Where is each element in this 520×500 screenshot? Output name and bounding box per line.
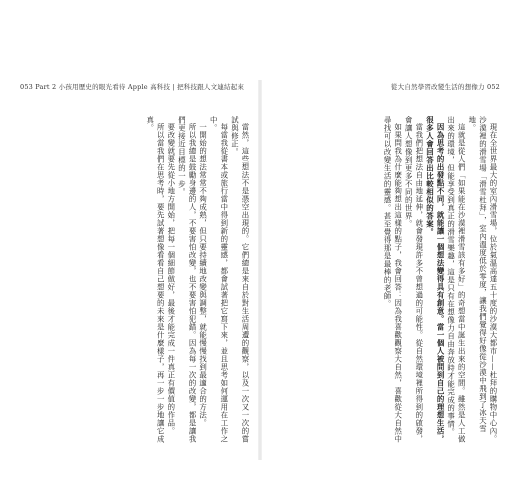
paragraph: 要改變就要先從小地方開始，把每一個細節做好，最後才能完成一件真正有價值的作品。 <box>166 123 176 436</box>
right-page-body <box>272 116 498 446</box>
paragraph: 這就是從人們「如果能在沙漠裡滑雪該有多好」的奇想當中誕生出來的空間。雖然是人工做出來的環境，但能享受到真正的滑雪樂趣，這是只有在想像力自由奔放時才能完成的事情。 <box>446 116 467 444</box>
paragraph: 因為思考的出發點不同，就能讓一個想法變得具有創意。當一個人被問到自己的理想生活，很多人會回答出比較相似的答案。 <box>425 116 446 444</box>
left-page-body <box>26 116 250 446</box>
book-gutter <box>258 80 262 460</box>
left-running-head: 053 Part 2 小孩用歷史的眼光看待 Apple 高科技 | 把科技跟人文連結起來 <box>20 83 245 91</box>
paragraph: 每當我從書本或旅行當中得到新的靈感，都會試著把它寫下來，並且思考如何運用在工作之中。 <box>209 116 229 444</box>
paragraph: 如果問我為什麼能夠想出這樣的點子，我會回答：因為我喜歡觀察大自然，喜歡從大自然中尋找可以改變生活的靈感。甚至覺得那是最棒的老師。 <box>383 116 403 444</box>
paragraph: 當然，這些想法不是憑空出現的。它們總是來自於對生活周遭的觀察，以及一次又一次的嘗試與修正。 <box>230 116 250 444</box>
right-running-head: 從大自然學習改變生活的想像力 052 <box>390 83 500 91</box>
paragraph: 當我們把想法自由地延伸，就會發現許多不曾想過的可能性。從自然環境裡所得到的啟發，會讓人想像到更多不同的世界。 <box>404 116 424 444</box>
paragraph: 所以當我們在思考時，要先試著想像看看自己想要的未來是什麼樣子，再一步一步地讓它成真。 <box>145 116 166 444</box>
paragraph: 所以我總是鼓勵身邊的人，不要害怕改變，也不要害怕犯錯。因為每一次的改變，都是讓我們更接近目標的一步。 <box>177 116 198 444</box>
paragraph: 一開始的想法常常不夠成熟，但只要持續地改變與調整，就能慢慢找到最適合的方法。 <box>198 123 208 428</box>
paragraph: 現在全世界最大的室內滑雪場，位於氣溫高達五十度的沙漠大都市——杜拜的購物中心內。沙漠裡的滑雪場「滑雪杜拜」，室內溫度低於零度，讓我們覺得好像從沙漠中飛到了冰天雪地。 <box>467 116 498 444</box>
